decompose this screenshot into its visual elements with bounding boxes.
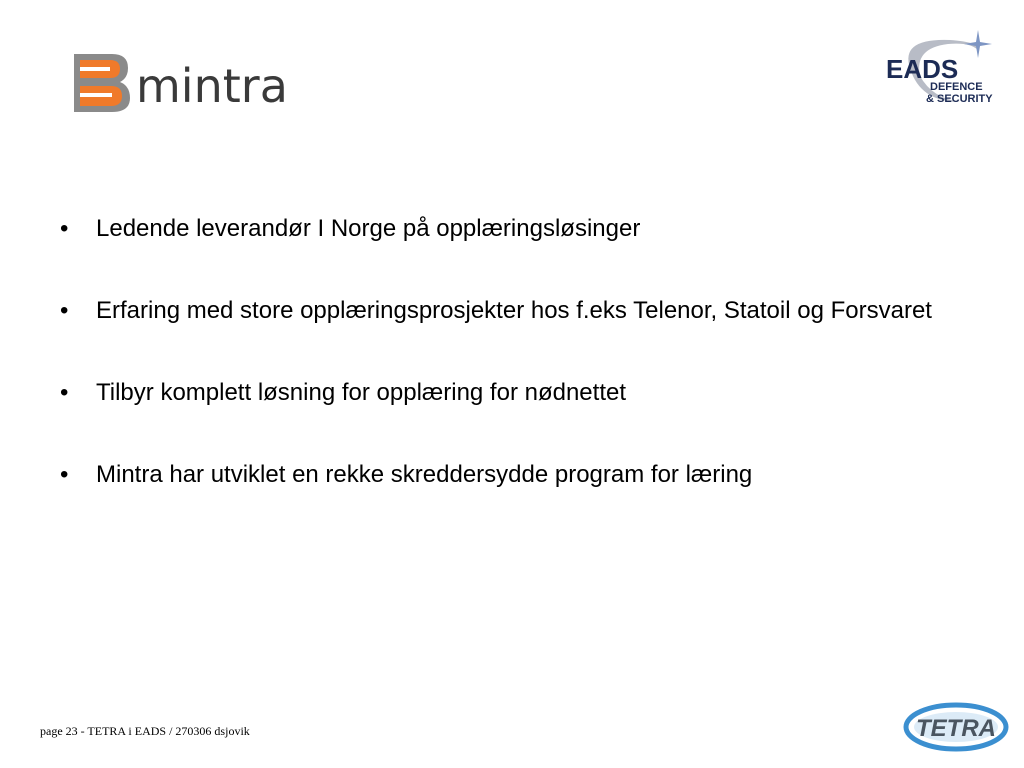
mintra-mark-icon (74, 54, 130, 112)
bullet-dot: • (60, 297, 69, 324)
eads-logo (880, 28, 1018, 110)
tetra-wordmark: TETRA (916, 715, 996, 742)
bullet-dot: • (60, 461, 69, 488)
footer-text: page 23 - TETRA i EADS / 270306 dsjovik (40, 724, 250, 738)
mintra-wordmark: mintra (136, 59, 288, 113)
bullet-item-2 (60, 294, 980, 328)
bullet-text: Mintra har utviklet en rekke skreddersydde program for læring (96, 461, 753, 488)
bullet-text: Ledende leverandør I Norge på opplæringsløsinger (96, 215, 641, 242)
star-icon (964, 30, 992, 58)
bullet-item-4 (60, 458, 980, 492)
bullet-dot: • (60, 379, 69, 406)
bullet-dot: • (60, 215, 69, 242)
bullet-list (60, 212, 980, 540)
bullet-item-1 (60, 212, 980, 246)
tetra-logo (900, 698, 1012, 756)
bullet-item-3 (60, 376, 980, 410)
eads-defence: DEFENCE (930, 81, 983, 93)
mintra-logo (66, 48, 296, 118)
eads-wordmark: EADS (886, 54, 959, 84)
bullet-text: Erfaring med store opplæringsprosjekter hos f.eks Telenor, Statoil og Forsvaret (96, 297, 932, 324)
eads-security: & SECURITY (926, 93, 993, 105)
bullet-text: Tilbyr komplett løsning for opplæring for nødnettet (96, 379, 627, 406)
